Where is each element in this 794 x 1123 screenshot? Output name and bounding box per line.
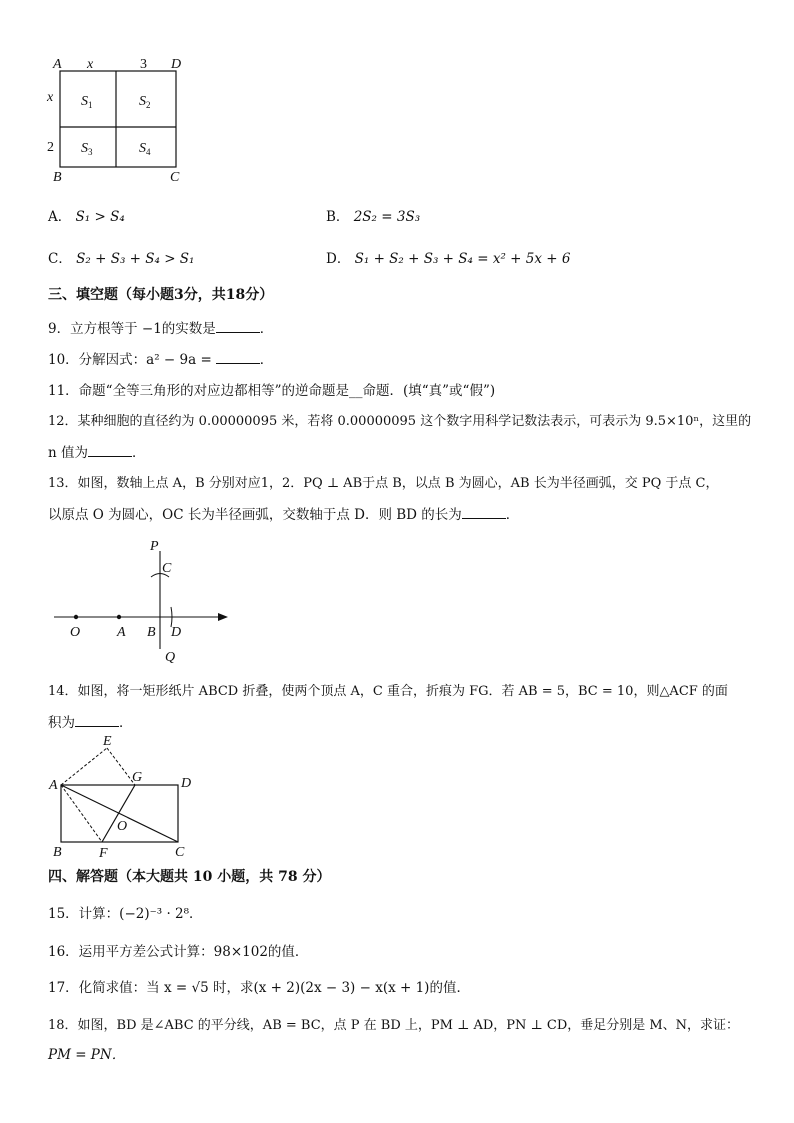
fig14-label-B: B bbox=[53, 845, 62, 860]
fig13-label-B: B bbox=[147, 625, 156, 640]
section-4-title: 四、解答题（本大题共 10 小题，共 78 分） bbox=[48, 869, 331, 885]
option-B bbox=[326, 205, 420, 225]
fig8-label-S1: $S_1$ bbox=[81, 94, 93, 110]
fig13-label-D: D bbox=[171, 625, 182, 640]
fig8-label-S3: $S_3$ bbox=[81, 141, 93, 157]
option-D-text: S₁ + S₂ + S₃ + S₄ = x² + 5x + 6 bbox=[354, 251, 571, 267]
option-C-label: C． bbox=[48, 251, 72, 267]
option-D bbox=[326, 247, 570, 267]
fig13-label-O: O bbox=[70, 625, 81, 640]
fig13-label-P: P bbox=[150, 539, 159, 554]
option-C bbox=[48, 247, 194, 267]
question-13-figure bbox=[50, 537, 235, 665]
fig8-label-x-top: x bbox=[87, 57, 94, 72]
question-17: 17．化简求值：当 x = √5 时，求(x + 2)(2x − 3) − x(x + 1)的值． bbox=[48, 980, 470, 996]
fig8-label-x-left: x bbox=[47, 90, 54, 105]
fig14-label-A: A bbox=[49, 778, 58, 793]
fig8-label-S2: $S_2$ bbox=[139, 94, 151, 110]
question-13-line2 bbox=[48, 503, 519, 523]
question-14-figure bbox=[44, 731, 204, 861]
question-18-line2: PM = PN． bbox=[48, 1047, 126, 1063]
option-A-label: A． bbox=[48, 209, 72, 225]
fig14-label-O: O bbox=[117, 819, 128, 834]
option-B-text: 2S₂ = 3S₃ bbox=[353, 209, 421, 225]
question-11: 11．命题“全等三角形的对应边都相等”的逆命题是__命题．(填“真”或“假”) bbox=[48, 383, 496, 399]
fig13-label-A: A bbox=[117, 625, 126, 640]
section-3-title: 三、填空题（每小题3分，共18分） bbox=[48, 287, 274, 303]
fig8-label-C: C bbox=[170, 170, 180, 185]
question-15: 15．计算：(−2)⁻³ · 2⁸． bbox=[48, 906, 203, 922]
fig8-label-D: D bbox=[171, 57, 182, 72]
fig8-rectangle bbox=[60, 71, 176, 167]
question-14-end: ． bbox=[119, 715, 133, 731]
question-14-line1: 14．如图，将一矩形纸片 ABCD 折叠，使两个顶点 A，C 重合，折痕为 FG．若 AB = 5，BC = 10，则△ACF 的面 bbox=[48, 684, 728, 699]
fig8-label-2: 2 bbox=[47, 140, 54, 155]
question-14-blank bbox=[75, 714, 119, 727]
question-10-end: ． bbox=[259, 352, 274, 368]
question-14-line2-text: 积为 bbox=[48, 715, 75, 731]
question-13-line1: 13．如图，数轴上点 A，B 分别对应1，2．PQ ⊥ AB于点 B，以点 B 为圆心，AB 长为半径画弧，交 PQ 于点 C， bbox=[48, 476, 719, 491]
fig13-arrowhead bbox=[218, 613, 228, 621]
question-16: 16．运用平方差公式计算：98×102的值． bbox=[48, 944, 309, 960]
fig8-label-B: B bbox=[53, 170, 62, 185]
fig14-label-F: F bbox=[99, 846, 108, 861]
fig13-point-O bbox=[74, 615, 78, 619]
question-13-blank bbox=[462, 506, 506, 519]
question-14-line2 bbox=[48, 711, 133, 731]
fig14-dashed-EG bbox=[107, 748, 135, 785]
option-A bbox=[48, 205, 125, 225]
question-12-line2-text: n 值为 bbox=[48, 445, 88, 461]
question-10 bbox=[48, 348, 273, 368]
fig14-dashed-AE bbox=[61, 748, 107, 785]
question-9-blank bbox=[216, 320, 260, 333]
fig13-label-Q: Q bbox=[165, 650, 176, 665]
fig14-label-E: E bbox=[103, 734, 112, 749]
fig14-label-G: G bbox=[132, 770, 143, 785]
question-12-end: ． bbox=[132, 445, 146, 461]
option-D-label: D． bbox=[326, 251, 351, 267]
question-8-figure bbox=[44, 55, 194, 185]
fig8-label-A: A bbox=[53, 57, 62, 72]
question-10-blank bbox=[216, 351, 260, 364]
question-9-end: ． bbox=[259, 321, 274, 337]
question-12-blank bbox=[88, 444, 132, 457]
fig8-label-S4: $S_4$ bbox=[139, 141, 151, 157]
fig13-label-C: C bbox=[162, 561, 172, 576]
fig14-label-D: D bbox=[181, 776, 192, 791]
option-C-text: S₂ + S₃ + S₄ > S₁ bbox=[76, 251, 195, 267]
question-13-end: ． bbox=[505, 507, 520, 523]
question-12-line1: 12．某种细胞的直径约为 0.00000095 米，若将 0.00000095 这个数字用科学记数法表示，可表示为 9.5×10ⁿ，这里的 bbox=[48, 414, 752, 429]
fig14-dashed-AF bbox=[61, 785, 102, 842]
question-13-line2-text: 以原点 O 为圆心，OC 长为半径画弧，交数轴于点 D．则 BD 的长为 bbox=[48, 507, 462, 523]
option-A-text: S₁ > S₄ bbox=[75, 209, 125, 225]
question-9-text: 9．立方根等于 −1的实数是 bbox=[48, 321, 216, 337]
question-18-line1: 18．如图，BD 是∠ABC 的平分线，AB = BC，点 P 在 BD 上，PM ⊥ AD，PN ⊥ CD，垂足分别是 M、N，求证： bbox=[48, 1018, 740, 1033]
question-12-line2 bbox=[48, 441, 146, 461]
fig14-label-C: C bbox=[175, 845, 185, 860]
option-B-label: B． bbox=[326, 209, 350, 225]
question-9 bbox=[48, 317, 273, 337]
fig13-point-A bbox=[117, 615, 121, 619]
question-10-text: 10．分解因式：a² − 9a = bbox=[48, 352, 212, 368]
fig8-label-3: 3 bbox=[140, 57, 147, 72]
